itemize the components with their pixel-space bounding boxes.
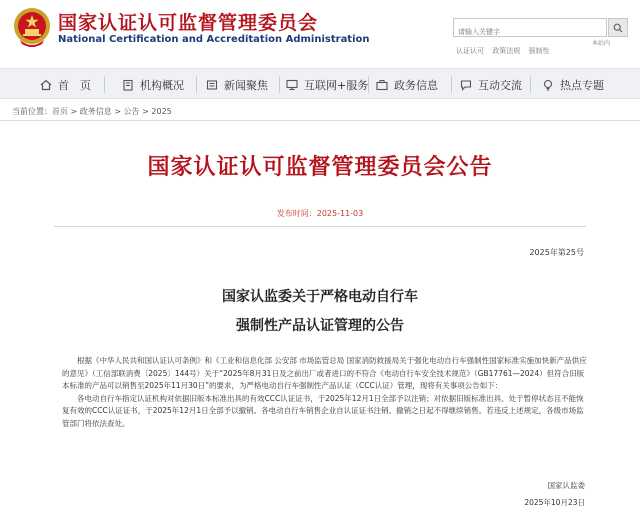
nav-item-government-info[interactable] <box>376 69 438 100</box>
briefcase-icon <box>376 79 388 91</box>
building-icon <box>122 79 134 91</box>
nav-item-news[interactable] <box>206 69 268 100</box>
site-header <box>0 0 640 68</box>
nav-item-label: 政务信息 <box>394 78 438 92</box>
search-button[interactable] <box>608 18 628 37</box>
nav-divider <box>104 76 105 93</box>
signature-date: 2025年10月23日 <box>524 498 585 507</box>
search-field[interactable] <box>453 18 607 37</box>
nav-item-label: 互动交流 <box>478 78 522 92</box>
nav-item-about[interactable] <box>122 69 184 100</box>
monitor-icon <box>286 79 298 91</box>
breadcrumb-separator: > <box>139 107 152 116</box>
search-icon <box>613 23 623 33</box>
nav-item-topics[interactable] <box>542 69 604 100</box>
breadcrumb-divider <box>0 120 640 121</box>
document-number: 2025年第25号 <box>529 248 584 257</box>
nav-item-label: 机构概况 <box>140 78 184 92</box>
hot-word-link[interactable]: 强制性 <box>528 47 550 55</box>
national-emblem-icon[interactable] <box>12 6 52 48</box>
breadcrumb-label: 当前位置： <box>12 107 52 116</box>
news-icon <box>206 79 218 91</box>
breadcrumb-item-announcements[interactable]: 公告 <box>123 107 140 116</box>
home-icon <box>40 79 52 91</box>
breadcrumb <box>12 106 172 117</box>
nav-divider <box>368 76 369 93</box>
announcement-body <box>62 355 590 431</box>
nav-item-label: 互联网+服务 <box>304 78 369 92</box>
signature-org: 国家认监委 <box>547 481 585 490</box>
main-nav <box>0 68 640 99</box>
nav-item-online-service[interactable] <box>286 69 368 100</box>
article-title: 国家认证认可监督管理委员会公告 <box>147 155 493 180</box>
chat-icon <box>460 79 472 91</box>
hot-word-link[interactable]: 认证认可 <box>456 47 484 55</box>
body-paragraph: 根据《中华人民共和国认证认可条例》和《工业和信息化部 公安部 市场监管总局 国家消防救援局关于强化电动自行车强制性国家标准实施加快新产品供应的意见》（工信部联消费〔2025〕144号）关于“2025年8月31日及之前出厂或者进口的不符合《电动自行车安全技术规范》（GB17761—2024）但符合旧版本标准的产品可以销售至2025年11月30日”的要求，为严格电动自行车强制性产品认证（CCC认证）管理，现将有关事项公告如下： <box>62 356 587 391</box>
body-paragraph: 各电动自行车指定认证机构对依据旧版本标准出具的有效CCC认证证书，于2025年12月1日全部予以注销；对依据旧版标准出具、处于暂停状态且不能恢复有效的CCC认证证书，于2025年12月1日全部予以撤销。各电动自行车销售企业自认证证书注销、撤销之日起不得继续销售。若违反上述规定，各级市场监管部门将依法查处。 <box>62 393 584 428</box>
nav-item-label: 新闻聚焦 <box>224 78 268 92</box>
publish-date: 发布时间：2025-11-03 <box>276 209 364 218</box>
title-divider <box>54 226 586 227</box>
nav-item-label: 首 页 <box>58 78 91 92</box>
hot-words <box>456 46 555 56</box>
nav-item-label: 热点专题 <box>560 78 604 92</box>
search-input[interactable] <box>454 24 604 41</box>
breadcrumb-item-home[interactable]: 首页 <box>52 107 68 116</box>
hot-word-link[interactable]: 政策法规 <box>492 47 521 55</box>
nav-item-home[interactable] <box>40 69 91 100</box>
announcement-subtitle-line1: 国家认监委关于严格电动自行车 <box>222 289 418 305</box>
announcement-subtitle-line2: 强制性产品认证管理的公告 <box>236 318 404 334</box>
site-name-en: National Certification and Accreditation Administration <box>58 34 370 45</box>
nav-divider <box>196 76 197 93</box>
nav-divider <box>279 76 280 93</box>
breadcrumb-separator: > <box>68 107 80 116</box>
nav-divider <box>451 76 452 93</box>
breadcrumb-separator: > <box>111 107 124 116</box>
breadcrumb-item-government-info[interactable]: 政务信息 <box>79 107 112 116</box>
nav-divider <box>530 76 531 93</box>
site-name-cn[interactable]: 国家认证认可监督管理委员会 <box>58 12 319 34</box>
site-search-label[interactable]: 本站内 <box>592 40 611 47</box>
breadcrumb-item-year[interactable]: 2025 <box>151 107 172 116</box>
bulb-icon <box>542 79 554 91</box>
nav-item-interaction[interactable] <box>460 69 522 100</box>
